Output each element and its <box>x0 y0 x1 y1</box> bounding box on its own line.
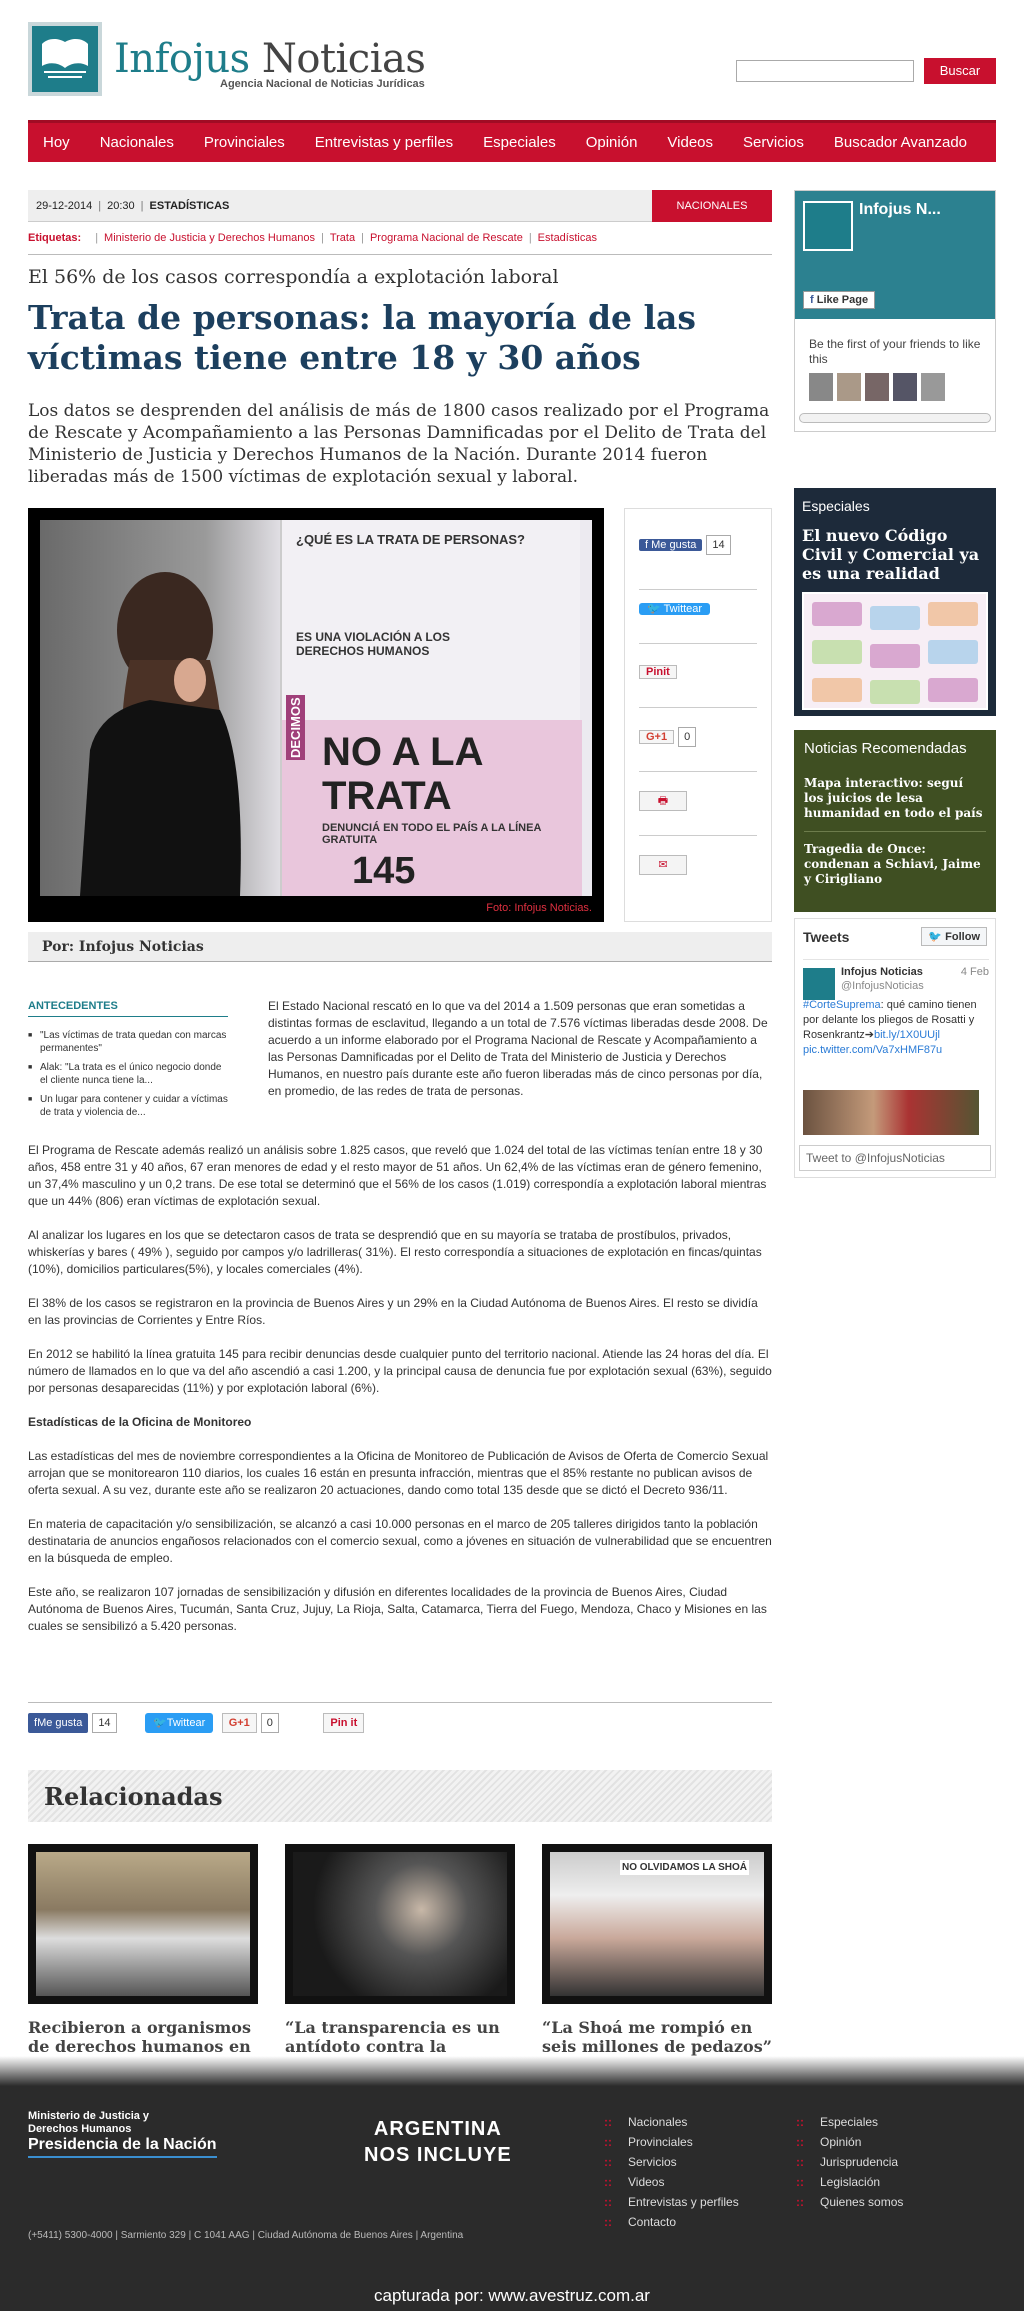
especiales-title: El nuevo Código Civil y Comercial ya es una realidad <box>802 526 980 583</box>
twitter-widget <box>794 918 996 1178</box>
antecedente-link[interactable]: ■ Un lugar para contener y cuidar a víctimas de trata y violencia de... <box>28 1093 228 1119</box>
footer-link[interactable]: :: Contacto <box>604 2212 739 2232</box>
tweet-body: : qué camino tienen por delante los pliegos de Rosatti y Rosenkrantz➔ <box>803 999 977 1041</box>
divider <box>639 589 757 590</box>
pinit-button[interactable]: Pinit <box>639 665 677 679</box>
argentina-line-1: ARGENTINA <box>373 2118 502 2140</box>
tweet-button[interactable] <box>639 603 710 615</box>
antecedente-link[interactable]: ■ Alak: "La trata es el único negocio donde el cliente nunca tiene la... <box>28 1061 228 1087</box>
poster-no-a-la-trata: NO A LA TRATA <box>322 730 482 818</box>
body-paragraph: Las estadísticas del mes de noviembre correspondientes a la Oficina de Monitoreo de Publicación de Avisos de Oferta de Comercio Sexual arrojan que se monitorearon 110 diarios, los cuales 16 están en presunta infracción, mientras que el 85% restante no publican avisos de oferta sexual. A su vez, durante este año se realizaron 20 actuaciones, dando como total 135 desde que se dictó el Decreto 936/11. <box>28 1449 769 1497</box>
article-meta-bar: 29-12-2014 | 20:30 | ESTADÍSTICAS NACIONALES <box>28 190 772 222</box>
antecedente-link[interactable]: ■ "Las víctimas de trata quedan con marcas permanentes" <box>28 1029 228 1055</box>
gplus-count: 0 <box>678 727 696 747</box>
footer-links-1 <box>604 2112 739 2232</box>
facebook-widget <box>794 190 996 432</box>
footer-link[interactable]: :: Especiales <box>796 2112 903 2132</box>
tweet-label: Twittear <box>166 1717 206 1729</box>
related-image <box>542 1844 772 2004</box>
related-item[interactable] <box>285 1844 515 2075</box>
poster-denuncia: DENUNCIÁ EN TODO EL PAÍS A LA LÍNEA GRATUITA <box>322 822 541 846</box>
poster-question: ¿QUÉ ES LA TRATA DE PERSONAS? <box>296 532 525 547</box>
avatar[interactable] <box>893 373 917 401</box>
article-photo <box>28 508 604 922</box>
shoa-sign: NO OLVIDAMOS LA SHOÁ <box>622 1862 747 1873</box>
photo-credit: Foto: Infojus Noticias. <box>486 902 592 914</box>
site-header <box>28 22 996 102</box>
print-button[interactable] <box>639 791 687 811</box>
bottom-share-bar <box>28 1702 772 1738</box>
facebook-scrollbar[interactable] <box>799 413 991 423</box>
related-caption: “La transparencia es un antídoto contra la <box>285 2018 500 2056</box>
search-input[interactable] <box>736 60 914 82</box>
footer-link[interactable]: :: Videos <box>604 2172 739 2192</box>
tweet-date[interactable]: 4 Feb <box>960 966 989 978</box>
facebook-icon: f <box>810 294 817 306</box>
logo-second-text: Noticias <box>261 36 426 82</box>
footer-link[interactable]: :: Entrevistas y perfiles <box>604 2192 739 2212</box>
tweet-author-handle[interactable]: @InfojusNoticias <box>841 980 924 992</box>
avatar[interactable] <box>837 373 861 401</box>
like-label: Me gusta <box>37 1717 83 1729</box>
related-image <box>28 1844 258 2004</box>
tweet-photo[interactable] <box>803 1090 979 1135</box>
tag-link[interactable]: Estadísticas <box>537 232 597 244</box>
nav-item-provinciales[interactable]: Provinciales <box>203 133 285 151</box>
tweet-label: Twittear <box>663 603 703 615</box>
site-footer <box>0 2086 1024 2311</box>
tweet-link[interactable]: bit.ly/1X0UUjl <box>873 1029 940 1041</box>
tweet-text <box>803 998 979 1058</box>
twitter-follow-button[interactable] <box>921 927 987 946</box>
nav-item-hoy[interactable]: Hoy <box>43 133 70 151</box>
tweet-author-name[interactable]: Infojus Noticias <box>841 966 923 978</box>
infojus-page-logo <box>803 201 853 251</box>
body-paragraph: Este año, se realizaron 107 jornadas de sensibilización y difusión en diferentes localidades de la provincia de Buenos Aires, Ciudad Autónoma de Buenos Aires, Tucumán, Santa Cruz, Jujuy, La Rioja, Salta, Catamarca, Tierra del Fuego, Mendoza, Chaco y Misiones en las cuales se sensibilizó a 5.420 personas. <box>28 1585 767 1633</box>
logo-main-text: Infojus <box>114 36 250 82</box>
tag-link[interactable]: Ministerio de Justicia y Derechos Humanos <box>104 232 315 244</box>
avatar[interactable] <box>865 373 889 401</box>
antecedentes-box <box>28 1000 228 1125</box>
gplus-button[interactable]: G+1 <box>639 730 674 744</box>
like-page-label: Like Page <box>816 294 869 306</box>
related-item[interactable] <box>28 1844 258 2075</box>
tweets-title: Tweets <box>803 929 850 945</box>
related-caption: Recibieron a organismos de derechos humanos en <box>28 2018 251 2056</box>
footer-links-2 <box>796 2112 903 2212</box>
recomendadas-list <box>804 776 986 907</box>
footer-link[interactable]: :: Servicios <box>604 2152 739 2172</box>
footer-fade <box>0 2056 1024 2086</box>
gplus-button[interactable]: G+1 <box>222 1713 257 1733</box>
article-time: 20:30 <box>107 200 135 212</box>
like-label: Me gusta <box>651 539 697 551</box>
article-byline: Por: Infojus Noticias <box>28 932 772 962</box>
article-kicker: El 56% de los casos correspondía a explotación laboral <box>28 266 559 288</box>
footer-link[interactable]: :: Nacionales <box>604 2112 739 2132</box>
related-caption: “La Shoá me rompió en seis millones de pedazos” <box>542 2018 772 2056</box>
especiales-image <box>802 592 988 710</box>
ministerio-logo-text[interactable]: Ministerio de Justicia y Derechos Humanos <box>28 2110 150 2135</box>
footer-link[interactable]: :: Legislación <box>796 2172 903 2192</box>
nav-item-servicios[interactable]: Servicios <box>743 133 804 151</box>
twitter-bird-icon: 🐦 <box>928 931 946 943</box>
especiales-box[interactable] <box>794 488 996 716</box>
article-body <box>28 1142 772 1652</box>
book-logo-icon <box>40 36 90 82</box>
related-item[interactable] <box>542 1844 772 2056</box>
divider <box>639 771 757 772</box>
nav-item-especiales[interactable]: Especiales <box>483 133 556 151</box>
nav-item-buscador[interactable]: Buscador Avanzado <box>833 133 968 151</box>
tag-link[interactable]: Programa Nacional de Rescate <box>369 232 523 244</box>
especiales-label: Especiales <box>802 498 870 514</box>
photo-image <box>40 520 592 896</box>
like-count: 14 <box>92 1713 116 1733</box>
captured-by-watermark: capturada por: www.avestruz.com.ar <box>374 2286 650 2305</box>
email-button[interactable] <box>639 855 687 875</box>
related-title: Relacionadas <box>44 1782 223 1811</box>
like-count: 14 <box>706 535 730 555</box>
twitter-bird-icon: 🐦 <box>647 603 664 615</box>
body-paragraph: El Programa de Rescate además realizó un análisis sobre 1.825 casos, que reveló que 1.024 del total de las víctimas tenían entre 18 y 30 años, 458 entre 31 y 40 años, 67 eran menores de edad y el resto mayor de 51 años. Un 62,4% de las víctimas eran de género femenino, un 37,4% masculino y un 0,2 trans. De ese total se determinó que el 56% de los casos (1.019) correspondía a explotación laboral mientras que un 44% (806) eran víctimas de explotación sexual. <box>28 1143 767 1208</box>
article-category: ESTADÍSTICAS <box>149 200 230 212</box>
avatar[interactable] <box>809 373 833 401</box>
footer-link[interactable]: :: Opinión <box>796 2132 903 2152</box>
twitter-bird-icon: 🐦 <box>153 1717 167 1729</box>
body-paragraph: Al analizar los lugares en los que se detectaron casos de trata se desprendió que en su mayoría se trataba de prostíbulos, privados, whiskerías y bares ( 49% ), seguido por campos y/o ladrilleras( 31%). El resto correspondía a situaciones de explotación en fincas/quintas (10%), domicilios particulares(5%), y locales comerciales (4%). <box>28 1228 762 1276</box>
tweet-item <box>803 959 989 1135</box>
body-subheading: Estadísticas de la Oficina de Monitoreo <box>28 1415 252 1429</box>
search-button[interactable]: Buscar <box>924 58 996 84</box>
argentina-line-2: NOS INCLUYE <box>364 2144 512 2166</box>
poster-decimos: DECIMOS <box>288 697 303 758</box>
tweet-to-input[interactable]: Tweet to @InfojusNoticias <box>799 1145 991 1171</box>
body-paragraph: El 38% de los casos se registraron en la provincia de Buenos Aires y un 29% en la Ciudad Autónoma de Buenos Aires. El resto se dividía en las provincias de Corrientes y Entre Ríos. <box>28 1296 758 1327</box>
facebook-like-button[interactable] <box>28 1713 88 1733</box>
tags-row: Etiquetas: | Ministerio de Justicia y Derechos Humanos | Trata | Programa Nacional de Rescate | Estadísticas <box>28 230 772 255</box>
related-image <box>285 1844 515 2004</box>
trata-poster <box>280 520 580 896</box>
facebook-icon: f <box>645 539 652 551</box>
tags-label: Etiquetas: <box>28 232 82 244</box>
divider <box>639 643 757 644</box>
pinit-button[interactable]: Pin it <box>323 1713 364 1733</box>
article-date: 29-12-2014 <box>36 200 93 212</box>
site-title[interactable] <box>114 36 425 82</box>
tag-link[interactable]: Trata <box>329 232 356 244</box>
section-badge[interactable]: NACIONALES <box>652 190 772 222</box>
site-subtitle: Agencia Nacional de Noticias Jurídicas <box>220 78 425 90</box>
article-first-paragraph: El Estado Nacional rescató en lo que va del 2014 a 1.509 personas que eran sometidas a distintas formas de esclavitud, llegando a un total de 7.576 víctimas liberadas desde 2008. De acuerdo a un informe elaborado por el Programa Nacional de Rescate y Acompañamiento a las Personas Damnificadas por el Delito de Trata del Ministerio de Justicia y Derechos Humanos, en nuestro país durante este año fueron liberadas más de cinco personas por día, en promedio, de las redes de trata de personas. <box>268 999 768 1098</box>
facebook-like-button[interactable] <box>639 539 702 551</box>
nav-item-videos[interactable]: Videos <box>667 133 714 151</box>
related-header <box>28 1770 772 1822</box>
footer-link[interactable]: :: Quienes somos <box>796 2192 903 2212</box>
avatar[interactable] <box>803 968 835 1000</box>
poster-number: 145 <box>352 850 416 892</box>
antecedentes-title: ANTECEDENTES <box>28 1000 228 1017</box>
avatar[interactable] <box>921 373 945 401</box>
poster-violacion: ES UNA VIOLACIÓN A LOS DERECHOS HUMANOS <box>296 630 451 658</box>
main-nav <box>28 120 996 162</box>
nav-item-nacionales[interactable]: Nacionales <box>99 133 174 151</box>
recomendada-link[interactable]: Mapa interactivo: seguí los juicios de lesa humanidad en todo el país <box>804 776 986 832</box>
facebook-friends-text: Be the first of your friends to like this <box>809 337 981 366</box>
tweet-photo-link[interactable]: pic.twitter.com/Va7xHMF87u <box>803 1044 943 1056</box>
footer-address: (+5411) 5300-4000 | Sarmiento 329 | C 1041 AAG | Ciudad Autónoma de Buenos Aires | Argentina <box>28 2230 464 2241</box>
share-column <box>624 508 772 922</box>
print-icon: 🖶 <box>657 795 669 807</box>
infojus-logo[interactable] <box>28 22 102 96</box>
recomendada-link[interactable]: Tragedia de Once: condenan a Schiavi, Jaime y Cirigliano <box>804 842 981 886</box>
gplus-count: 0 <box>261 1713 279 1733</box>
body-paragraph: En 2012 se habilitó la línea gratuita 145 para recibir denuncias desde cualquier punto del territorio nacional. Atiende las 24 horas del día. El número de llamados en lo que va del año ascendió a casi 1.200, y la principal causa de denuncia fue por explotación sexual (63%), seguido por personas desaparecidas (11%) y por explotación laboral (6%). <box>28 1347 772 1395</box>
envelope-icon: ✉ <box>658 859 668 871</box>
facebook-cover <box>795 191 995 319</box>
tweet-button[interactable] <box>145 1713 213 1733</box>
recomendadas-label: Noticias Recomendadas <box>804 740 967 757</box>
footer-link[interactable]: :: Provinciales <box>604 2132 739 2152</box>
facebook-like-page-button[interactable] <box>803 291 875 309</box>
nav-item-opinion[interactable]: Opinión <box>585 133 638 151</box>
article-headline: Trata de personas: la mayoría de las víctimas tiene entre 18 y 30 años <box>28 298 697 377</box>
facebook-icon: f <box>34 1717 38 1729</box>
argentina-logo[interactable] <box>364 2116 512 2168</box>
divider <box>639 835 757 836</box>
facebook-page-name[interactable]: Infojus N... <box>859 201 941 218</box>
nav-item-entrevistas[interactable]: Entrevistas y perfiles <box>314 133 454 151</box>
body-paragraph: En materia de capacitación y/o sensibilización, se alcanzó a casi 10.000 personas en el marco de 205 talleres dirigidos tanto la población destinataria de anuncios engañosos relacionados con el comercio sexual, como a jóvenes en situación de vulnerabilidad que se encuentren en la búsqueda de empleo. <box>28 1517 772 1565</box>
woman-silhouette <box>70 560 250 896</box>
presidencia-logo-text[interactable]: Presidencia de la Nación <box>28 2136 217 2158</box>
divider <box>639 707 757 708</box>
article-lead: Los datos se desprenden del análisis de más de 1800 casos realizado por el Programa de Rescate y Acompañamiento a las Personas Damnificadas por el Delito de Trata del Ministerio de Justicia y Derechos Humanos de la Nación. Durante 2014 fueron liberadas más de 1500 víctimas de explotación sexual y laboral. <box>28 401 770 487</box>
follow-label: Follow <box>945 931 980 943</box>
facebook-faces <box>809 373 945 401</box>
recomendadas-box <box>794 730 996 912</box>
antecedentes-list <box>28 1029 228 1119</box>
tweet-hashtag[interactable]: #CorteSuprema <box>803 999 881 1011</box>
footer-link[interactable]: :: Jurisprudencia <box>796 2152 903 2172</box>
